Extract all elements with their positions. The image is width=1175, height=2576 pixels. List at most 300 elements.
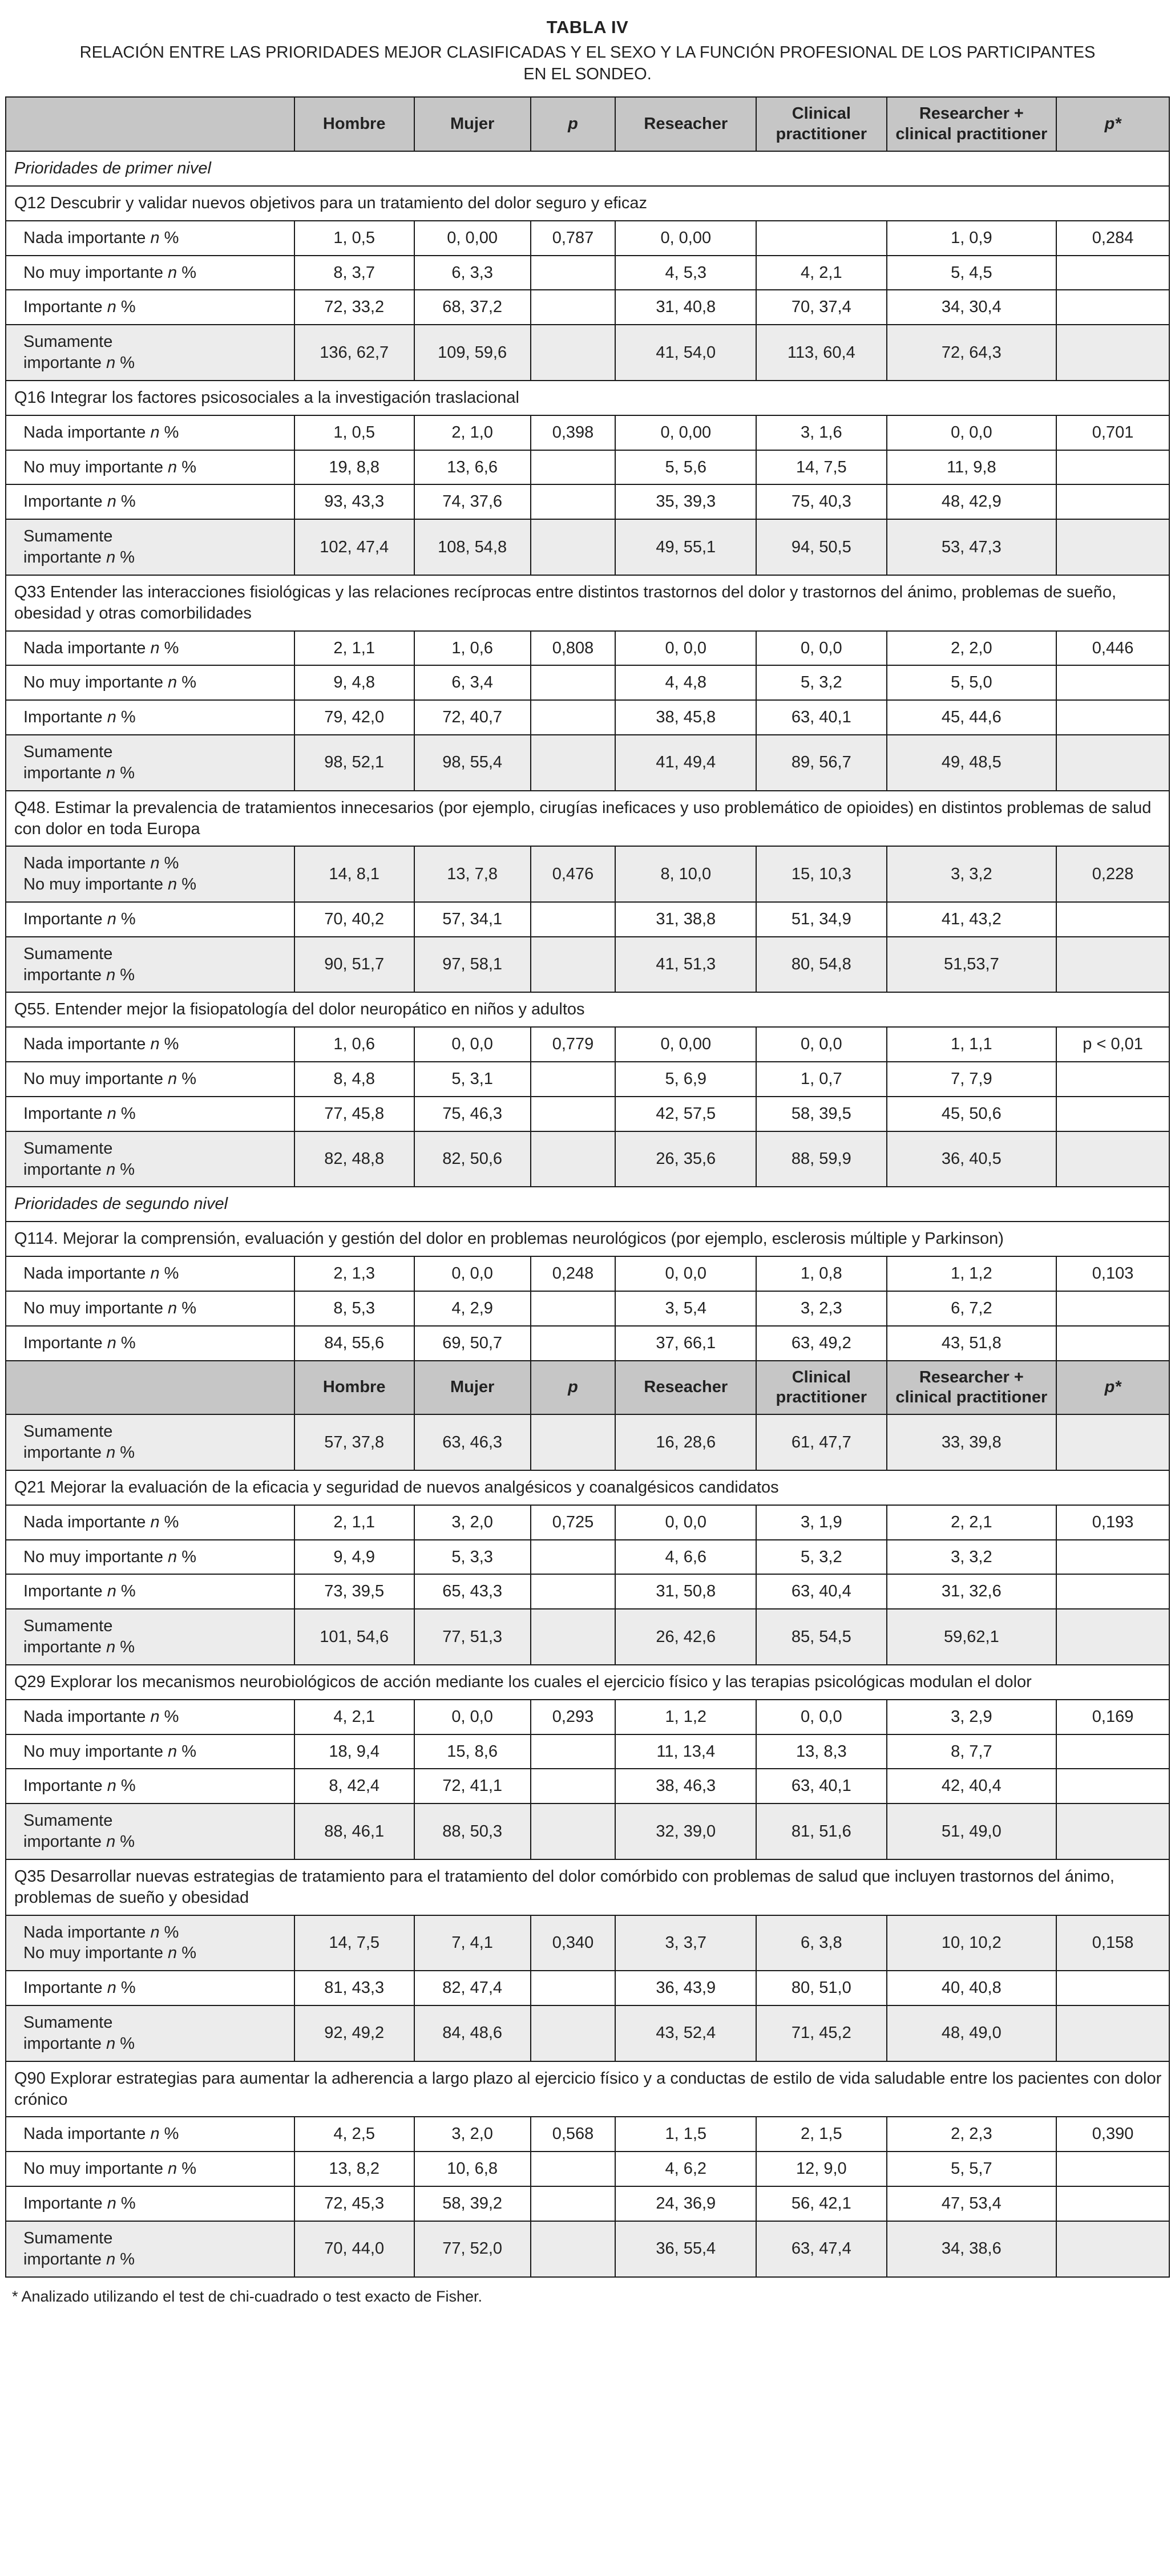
row-label: Nada importante n % bbox=[6, 2117, 294, 2152]
table-row bbox=[6, 902, 1169, 937]
column-header: Researcher + clinical practitioner bbox=[887, 97, 1057, 151]
value-cell: 0,725 bbox=[531, 1505, 616, 1540]
value-cell: 3, 2,0 bbox=[414, 1505, 531, 1540]
table-row bbox=[6, 1609, 1169, 1665]
table-row bbox=[6, 1971, 1169, 2005]
value-cell: 56, 42,1 bbox=[756, 2186, 886, 2221]
table-row bbox=[6, 1256, 1169, 1291]
value-cell: 79, 42,0 bbox=[294, 700, 414, 735]
question-text: Q33 Entender las interacciones fisiológicas y las relaciones recíprocas entre distintos trastornos del dolor y trastornos del ánimo, problemas de sueño, obesidad y otras comorbilidades bbox=[6, 575, 1169, 631]
row-label: Nada importante n % No muy importante n % bbox=[6, 1915, 294, 1971]
value-cell: 0, 0,00 bbox=[615, 415, 756, 450]
value-cell: 65, 43,3 bbox=[414, 1574, 531, 1609]
value-cell: 2, 2,3 bbox=[887, 2117, 1057, 2152]
value-cell: 32, 39,0 bbox=[615, 1803, 756, 1859]
value-cell: 57, 37,8 bbox=[294, 1414, 414, 1470]
value-cell: 15, 10,3 bbox=[756, 846, 886, 902]
value-cell: 41, 54,0 bbox=[615, 325, 756, 381]
value-cell: 33, 39,8 bbox=[887, 1414, 1057, 1470]
value-cell: 1, 0,7 bbox=[756, 1062, 886, 1097]
value-cell bbox=[1056, 2221, 1169, 2277]
row-label: Sumamente importante n % bbox=[6, 2221, 294, 2277]
value-cell: 3, 3,2 bbox=[887, 1540, 1057, 1575]
value-cell bbox=[1056, 2005, 1169, 2061]
value-cell: 6, 3,8 bbox=[756, 1915, 886, 1971]
value-cell bbox=[531, 519, 616, 575]
table-row bbox=[6, 700, 1169, 735]
value-cell: 34, 38,6 bbox=[887, 2221, 1057, 2277]
table-row bbox=[6, 1574, 1169, 1609]
value-cell: 88, 59,9 bbox=[756, 1131, 886, 1187]
value-cell: 51,53,7 bbox=[887, 937, 1057, 993]
column-header: Clinical practitioner bbox=[756, 97, 886, 151]
value-cell bbox=[1056, 1540, 1169, 1575]
question-row bbox=[6, 1665, 1169, 1700]
value-cell: 8, 3,7 bbox=[294, 256, 414, 290]
value-cell: 0, 0,0 bbox=[756, 631, 886, 666]
value-cell: 72, 45,3 bbox=[294, 2186, 414, 2221]
priorities-table-body bbox=[6, 97, 1169, 2276]
value-cell: 70, 37,4 bbox=[756, 290, 886, 325]
row-label: Importante n % bbox=[6, 1769, 294, 1803]
question-text: Q90 Explorar estrategias para aumentar la adherencia a largo plazo al ejercicio físico y a conductas de estilo de vida saludable entre los pacientes con dolor crónico bbox=[6, 2061, 1169, 2117]
table-row bbox=[6, 2152, 1169, 2186]
table-row bbox=[6, 1131, 1169, 1187]
value-cell: 40, 40,8 bbox=[887, 1971, 1057, 2005]
value-cell: 0,390 bbox=[1056, 2117, 1169, 2152]
value-cell: 42, 40,4 bbox=[887, 1769, 1057, 1803]
value-cell: 43, 52,4 bbox=[615, 2005, 756, 2061]
value-cell: 80, 51,0 bbox=[756, 1971, 886, 2005]
table-row bbox=[6, 519, 1169, 575]
value-cell: 0, 0,0 bbox=[756, 1700, 886, 1734]
table-row bbox=[6, 325, 1169, 381]
section-title: Prioridades de segundo nivel bbox=[6, 1187, 1169, 1222]
column-header bbox=[6, 97, 294, 151]
value-cell: 75, 40,3 bbox=[756, 484, 886, 519]
value-cell: 3, 1,9 bbox=[756, 1505, 886, 1540]
value-cell: 6, 3,4 bbox=[414, 665, 531, 700]
value-cell bbox=[531, 1540, 616, 1575]
question-text: Q21 Mejorar la evaluación de la eficacia y seguridad de nuevos analgésicos y coanalgésicos candidatos bbox=[6, 1470, 1169, 1505]
column-header bbox=[6, 1361, 294, 1415]
row-label: Importante n % bbox=[6, 902, 294, 937]
value-cell: 0, 0,0 bbox=[756, 1027, 886, 1062]
value-cell: 82, 50,6 bbox=[414, 1131, 531, 1187]
value-cell: 80, 54,8 bbox=[756, 937, 886, 993]
value-cell: 77, 52,0 bbox=[414, 2221, 531, 2277]
value-cell bbox=[1056, 735, 1169, 791]
table-row bbox=[6, 1291, 1169, 1326]
value-cell: 2, 2,0 bbox=[887, 631, 1057, 666]
value-cell: 5, 4,5 bbox=[887, 256, 1057, 290]
value-cell: 1, 0,6 bbox=[294, 1027, 414, 1062]
column-header: p bbox=[531, 97, 616, 151]
row-label: No muy importante n % bbox=[6, 665, 294, 700]
value-cell: 49, 55,1 bbox=[615, 519, 756, 575]
table-row bbox=[6, 2221, 1169, 2277]
value-cell: 0,398 bbox=[531, 415, 616, 450]
table-row bbox=[6, 484, 1169, 519]
table-row bbox=[6, 631, 1169, 666]
value-cell: 5, 5,0 bbox=[887, 665, 1057, 700]
value-cell: 4, 2,9 bbox=[414, 1291, 531, 1326]
value-cell bbox=[1056, 700, 1169, 735]
value-cell: 5, 3,2 bbox=[756, 665, 886, 700]
question-row bbox=[6, 186, 1169, 221]
value-cell: 13, 6,6 bbox=[414, 450, 531, 485]
value-cell: 0,228 bbox=[1056, 846, 1169, 902]
value-cell: 3, 3,2 bbox=[887, 846, 1057, 902]
value-cell: 49, 48,5 bbox=[887, 735, 1057, 791]
value-cell: 7, 4,1 bbox=[414, 1915, 531, 1971]
value-cell: 6, 3,3 bbox=[414, 256, 531, 290]
row-label: Nada importante n % bbox=[6, 1256, 294, 1291]
value-cell: 88, 50,3 bbox=[414, 1803, 531, 1859]
value-cell: 0,293 bbox=[531, 1700, 616, 1734]
value-cell bbox=[531, 2221, 616, 2277]
row-label: No muy importante n % bbox=[6, 450, 294, 485]
row-label: Nada importante n % No muy importante n % bbox=[6, 846, 294, 902]
value-cell: 8, 5,3 bbox=[294, 1291, 414, 1326]
value-cell: 14, 8,1 bbox=[294, 846, 414, 902]
value-cell: 14, 7,5 bbox=[756, 450, 886, 485]
row-label: No muy importante n % bbox=[6, 256, 294, 290]
value-cell: 3, 2,0 bbox=[414, 2117, 531, 2152]
value-cell: 0,284 bbox=[1056, 221, 1169, 256]
row-label: Sumamente importante n % bbox=[6, 519, 294, 575]
value-cell bbox=[531, 1971, 616, 2005]
value-cell bbox=[1056, 519, 1169, 575]
value-cell: 16, 28,6 bbox=[615, 1414, 756, 1470]
value-cell: 1, 0,9 bbox=[887, 221, 1057, 256]
table-row bbox=[6, 1769, 1169, 1803]
value-cell bbox=[531, 1097, 616, 1131]
value-cell: 0,340 bbox=[531, 1915, 616, 1971]
value-cell: 31, 50,8 bbox=[615, 1574, 756, 1609]
value-cell: 90, 51,7 bbox=[294, 937, 414, 993]
question-text: Q48. Estimar la prevalencia de tratamientos innecesarios (por ejemplo, cirugías ineficaces y uso problemático de opioides) en distintos problemas de salud con dolor en toda Europa bbox=[6, 791, 1169, 847]
value-cell bbox=[531, 1734, 616, 1769]
value-cell: 72, 64,3 bbox=[887, 325, 1057, 381]
value-cell bbox=[531, 665, 616, 700]
column-header: Reseacher bbox=[615, 1361, 756, 1415]
row-label: Nada importante n % bbox=[6, 415, 294, 450]
question-row bbox=[6, 1470, 1169, 1505]
value-cell: 13, 8,3 bbox=[756, 1734, 886, 1769]
value-cell: 5, 3,2 bbox=[756, 1540, 886, 1575]
value-cell: 8, 4,8 bbox=[294, 1062, 414, 1097]
value-cell bbox=[1056, 1131, 1169, 1187]
value-cell: 48, 49,0 bbox=[887, 2005, 1057, 2061]
value-cell: 18, 9,4 bbox=[294, 1734, 414, 1769]
value-cell bbox=[1056, 484, 1169, 519]
value-cell: 136, 62,7 bbox=[294, 325, 414, 381]
value-cell: 0, 0,00 bbox=[615, 1027, 756, 1062]
value-cell bbox=[531, 1291, 616, 1326]
value-cell: 38, 45,8 bbox=[615, 700, 756, 735]
value-cell: 34, 30,4 bbox=[887, 290, 1057, 325]
value-cell: 51, 34,9 bbox=[756, 902, 886, 937]
value-cell bbox=[531, 1769, 616, 1803]
row-label: Importante n % bbox=[6, 1097, 294, 1131]
value-cell: 0, 0,0 bbox=[615, 1505, 756, 1540]
value-cell: 38, 46,3 bbox=[615, 1769, 756, 1803]
value-cell: 13, 8,2 bbox=[294, 2152, 414, 2186]
row-label: Importante n % bbox=[6, 1326, 294, 1361]
value-cell: 89, 56,7 bbox=[756, 735, 886, 791]
value-cell: 0, 0,0 bbox=[414, 1027, 531, 1062]
question-row bbox=[6, 381, 1169, 415]
section-row bbox=[6, 1187, 1169, 1222]
value-cell: 31, 38,8 bbox=[615, 902, 756, 937]
value-cell: 26, 35,6 bbox=[615, 1131, 756, 1187]
value-cell: 1, 0,6 bbox=[414, 631, 531, 666]
table-row bbox=[6, 735, 1169, 791]
value-cell: 51, 49,0 bbox=[887, 1803, 1057, 1859]
row-label: Sumamente importante n % bbox=[6, 1131, 294, 1187]
row-label: Sumamente importante n % bbox=[6, 1414, 294, 1470]
value-cell: 35, 39,3 bbox=[615, 484, 756, 519]
column-header: p bbox=[531, 1361, 616, 1415]
value-cell: 26, 42,6 bbox=[615, 1609, 756, 1665]
value-cell: 31, 40,8 bbox=[615, 290, 756, 325]
value-cell bbox=[1056, 2152, 1169, 2186]
value-cell: 8, 10,0 bbox=[615, 846, 756, 902]
value-cell: 4, 4,8 bbox=[615, 665, 756, 700]
value-cell: 98, 55,4 bbox=[414, 735, 531, 791]
value-cell: 31, 32,6 bbox=[887, 1574, 1057, 1609]
column-header: Researcher + clinical practitioner bbox=[887, 1361, 1057, 1415]
value-cell: 72, 33,2 bbox=[294, 290, 414, 325]
table-row bbox=[6, 846, 1169, 902]
column-header: Mujer bbox=[414, 1361, 531, 1415]
value-cell bbox=[531, 325, 616, 381]
table-row bbox=[6, 1734, 1169, 1769]
value-cell: 92, 49,2 bbox=[294, 2005, 414, 2061]
value-cell: 75, 46,3 bbox=[414, 1097, 531, 1131]
table-row bbox=[6, 450, 1169, 485]
table-subtitle: RELACIÓN ENTRE LAS PRIORIDADES MEJOR CLASIFICADAS Y EL SEXO Y LA FUNCIÓN PROFESIONAL DE LOS PARTICIPANTES EN EL SONDEO. bbox=[79, 43, 1096, 83]
value-cell bbox=[531, 1803, 616, 1859]
row-label: Nada importante n % bbox=[6, 1700, 294, 1734]
footnote: * Analizado utilizando el test de chi-cuadrado o test exacto de Fisher. bbox=[12, 2287, 483, 2305]
question-text: Q114. Mejorar la comprensión, evaluación y gestión del dolor en problemas neurológicos (por ejemplo, esclerosis múltiple y Parkinson) bbox=[6, 1222, 1169, 1256]
value-cell: 1, 0,5 bbox=[294, 415, 414, 450]
value-cell: 84, 48,6 bbox=[414, 2005, 531, 2061]
value-cell: 70, 40,2 bbox=[294, 902, 414, 937]
row-label: Importante n % bbox=[6, 290, 294, 325]
value-cell bbox=[1056, 1097, 1169, 1131]
value-cell: 61, 47,7 bbox=[756, 1414, 886, 1470]
row-label: Sumamente importante n % bbox=[6, 2005, 294, 2061]
column-header: Clinical practitioner bbox=[756, 1361, 886, 1415]
value-cell bbox=[1056, 2186, 1169, 2221]
value-cell: 3, 2,9 bbox=[887, 1700, 1057, 1734]
row-label: No muy importante n % bbox=[6, 2152, 294, 2186]
value-cell: 37, 66,1 bbox=[615, 1326, 756, 1361]
column-header: p* bbox=[1056, 97, 1169, 151]
value-cell: 85, 54,5 bbox=[756, 1609, 886, 1665]
value-cell: 0, 0,00 bbox=[414, 221, 531, 256]
value-cell: 45, 44,6 bbox=[887, 700, 1057, 735]
value-cell: 93, 43,3 bbox=[294, 484, 414, 519]
value-cell: 109, 59,6 bbox=[414, 325, 531, 381]
question-text: Q35 Desarrollar nuevas estrategias de tratamiento para el tratamiento del dolor comórbido con problemas de salud que incluyen trastornos del ánimo, problemas de sueño y obesidad bbox=[6, 1859, 1169, 1915]
section-title: Prioridades de primer nivel bbox=[6, 151, 1169, 186]
question-row bbox=[6, 992, 1169, 1027]
question-row bbox=[6, 791, 1169, 847]
value-cell bbox=[531, 484, 616, 519]
value-cell: 10, 6,8 bbox=[414, 2152, 531, 2186]
value-cell: 14, 7,5 bbox=[294, 1915, 414, 1971]
column-header: Mujer bbox=[414, 97, 531, 151]
value-cell: 10, 10,2 bbox=[887, 1915, 1057, 1971]
value-cell: 1, 1,1 bbox=[887, 1027, 1057, 1062]
table-header-row bbox=[6, 97, 1169, 151]
value-cell: 70, 44,0 bbox=[294, 2221, 414, 2277]
value-cell: 41, 43,2 bbox=[887, 902, 1057, 937]
value-cell: 0,193 bbox=[1056, 1505, 1169, 1540]
row-label: No muy importante n % bbox=[6, 1062, 294, 1097]
value-cell: 57, 34,1 bbox=[414, 902, 531, 937]
value-cell: 53, 47,3 bbox=[887, 519, 1057, 575]
value-cell bbox=[531, 450, 616, 485]
value-cell: 72, 41,1 bbox=[414, 1769, 531, 1803]
value-cell bbox=[531, 937, 616, 993]
value-cell: 63, 46,3 bbox=[414, 1414, 531, 1470]
priorities-table bbox=[5, 96, 1170, 2277]
row-label: Sumamente importante n % bbox=[6, 1803, 294, 1859]
value-cell bbox=[531, 1062, 616, 1097]
value-cell bbox=[1056, 937, 1169, 993]
value-cell bbox=[531, 1574, 616, 1609]
value-cell: 7, 7,9 bbox=[887, 1062, 1057, 1097]
value-cell: 0,701 bbox=[1056, 415, 1169, 450]
value-cell: 0,248 bbox=[531, 1256, 616, 1291]
value-cell: 0, 0,0 bbox=[615, 631, 756, 666]
row-label: Nada importante n % bbox=[6, 631, 294, 666]
value-cell: 0, 0,0 bbox=[615, 1256, 756, 1291]
table-row bbox=[6, 937, 1169, 993]
value-cell: 63, 40,1 bbox=[756, 1769, 886, 1803]
value-cell: 1, 0,5 bbox=[294, 221, 414, 256]
table-row bbox=[6, 1414, 1169, 1470]
value-cell bbox=[1056, 1574, 1169, 1609]
value-cell: 69, 50,7 bbox=[414, 1326, 531, 1361]
value-cell: 47, 53,4 bbox=[887, 2186, 1057, 2221]
value-cell: 11, 9,8 bbox=[887, 450, 1057, 485]
row-label: Importante n % bbox=[6, 484, 294, 519]
value-cell: 0,779 bbox=[531, 1027, 616, 1062]
value-cell bbox=[1056, 450, 1169, 485]
value-cell: 43, 51,8 bbox=[887, 1326, 1057, 1361]
value-cell bbox=[531, 1414, 616, 1470]
value-cell: 88, 46,1 bbox=[294, 1803, 414, 1859]
table-row bbox=[6, 221, 1169, 256]
value-cell: 5, 3,1 bbox=[414, 1062, 531, 1097]
table-title: TABLA IV bbox=[546, 17, 629, 37]
value-cell: 6, 7,2 bbox=[887, 1291, 1057, 1326]
row-label: Importante n % bbox=[6, 700, 294, 735]
value-cell: 1, 0,8 bbox=[756, 1256, 886, 1291]
table-row bbox=[6, 2117, 1169, 2152]
value-cell: 108, 54,8 bbox=[414, 519, 531, 575]
value-cell bbox=[1056, 1734, 1169, 1769]
value-cell: 3, 3,7 bbox=[615, 1915, 756, 1971]
value-cell: 24, 36,9 bbox=[615, 2186, 756, 2221]
table-row bbox=[6, 2005, 1169, 2061]
value-cell: p < 0,01 bbox=[1056, 1027, 1169, 1062]
value-cell: 9, 4,9 bbox=[294, 1540, 414, 1575]
value-cell: 2, 1,1 bbox=[294, 1505, 414, 1540]
value-cell: 0, 0,00 bbox=[615, 221, 756, 256]
value-cell: 36, 40,5 bbox=[887, 1131, 1057, 1187]
row-label: Nada importante n % bbox=[6, 1027, 294, 1062]
value-cell: 5, 5,7 bbox=[887, 2152, 1057, 2186]
value-cell: 45, 50,6 bbox=[887, 1097, 1057, 1131]
value-cell: 0,787 bbox=[531, 221, 616, 256]
table-row bbox=[6, 1062, 1169, 1097]
row-label: Importante n % bbox=[6, 1574, 294, 1609]
value-cell: 81, 51,6 bbox=[756, 1803, 886, 1859]
question-text: Q12 Descubrir y validar nuevos objetivos para un tratamiento del dolor seguro y eficaz bbox=[6, 186, 1169, 221]
value-cell bbox=[1056, 1414, 1169, 1470]
value-cell: 42, 57,5 bbox=[615, 1097, 756, 1131]
value-cell: 77, 51,3 bbox=[414, 1609, 531, 1665]
value-cell: 97, 58,1 bbox=[414, 937, 531, 993]
question-row bbox=[6, 1222, 1169, 1256]
row-label: Importante n % bbox=[6, 1971, 294, 2005]
value-cell: 41, 49,4 bbox=[615, 735, 756, 791]
column-header: p* bbox=[1056, 1361, 1169, 1415]
value-cell: 12, 9,0 bbox=[756, 2152, 886, 2186]
row-label: Nada importante n % bbox=[6, 221, 294, 256]
value-cell: 0,169 bbox=[1056, 1700, 1169, 1734]
value-cell: 13, 7,8 bbox=[414, 846, 531, 902]
value-cell bbox=[531, 2152, 616, 2186]
table-row bbox=[6, 256, 1169, 290]
value-cell: 58, 39,2 bbox=[414, 2186, 531, 2221]
value-cell: 81, 43,3 bbox=[294, 1971, 414, 2005]
value-cell: 68, 37,2 bbox=[414, 290, 531, 325]
value-cell bbox=[1056, 290, 1169, 325]
value-cell bbox=[1056, 1291, 1169, 1326]
value-cell: 48, 42,9 bbox=[887, 484, 1057, 519]
table-heading bbox=[5, 17, 1170, 85]
value-cell bbox=[1056, 1609, 1169, 1665]
value-cell: 84, 55,6 bbox=[294, 1326, 414, 1361]
value-cell: 15, 8,6 bbox=[414, 1734, 531, 1769]
row-label: Sumamente importante n % bbox=[6, 1609, 294, 1665]
table-header-row bbox=[6, 1361, 1169, 1415]
value-cell: 82, 47,4 bbox=[414, 1971, 531, 2005]
value-cell: 2, 1,5 bbox=[756, 2117, 886, 2152]
value-cell: 0,103 bbox=[1056, 1256, 1169, 1291]
value-cell: 102, 47,4 bbox=[294, 519, 414, 575]
value-cell: 0,476 bbox=[531, 846, 616, 902]
value-cell: 58, 39,5 bbox=[756, 1097, 886, 1131]
value-cell: 59,62,1 bbox=[887, 1609, 1057, 1665]
value-cell bbox=[1056, 325, 1169, 381]
value-cell: 63, 40,1 bbox=[756, 700, 886, 735]
value-cell bbox=[531, 1131, 616, 1187]
table-row bbox=[6, 1700, 1169, 1734]
question-text: Q29 Explorar los mecanismos neurobiológicos de acción mediante los cuales el ejercicio físico y las terapias psicológicas modulan el dolor bbox=[6, 1665, 1169, 1700]
value-cell: 77, 45,8 bbox=[294, 1097, 414, 1131]
value-cell: 0,446 bbox=[1056, 631, 1169, 666]
value-cell: 4, 2,5 bbox=[294, 2117, 414, 2152]
